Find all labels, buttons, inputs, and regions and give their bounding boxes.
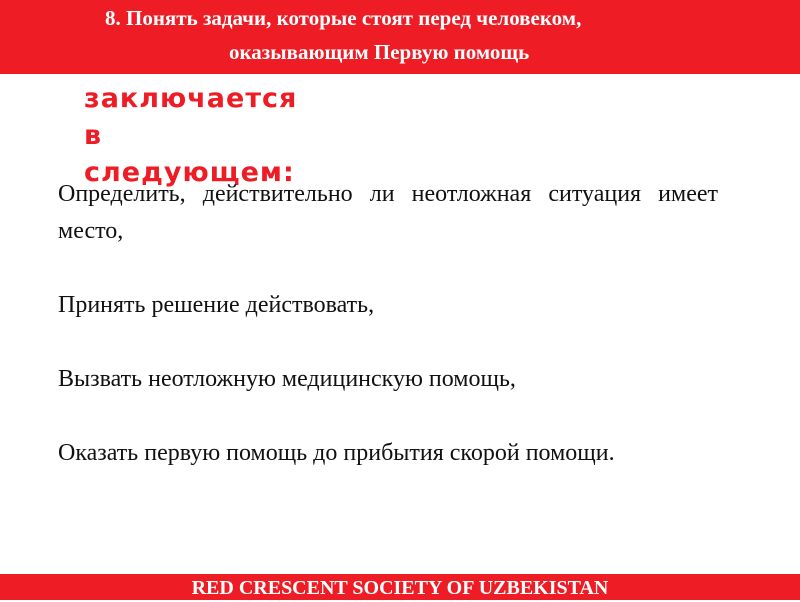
title-banner <box>0 0 800 74</box>
task-list <box>58 176 718 472</box>
slide-title-line-2: оказывающим Первую помощь <box>229 40 530 64</box>
footer-banner: RED CRESCENT SOCIETY OF UZBEKISTAN <box>0 574 800 600</box>
task-item-4: Оказать первую помощь до прибытия скорой помощи. <box>58 440 615 466</box>
task-item-3: Вызвать неотложную медицинскую помощь, <box>58 366 516 392</box>
task-item-2: Принять решение действовать, <box>58 292 375 318</box>
task-item-1: Определить, действительно ли неотложная ситуация имеет место, <box>58 181 718 244</box>
slide-title-line-1: 8. Понять задачи, которые стоят перед человеком, <box>105 6 582 30</box>
overlapping-subheading: заключается в следующем: <box>84 83 298 188</box>
